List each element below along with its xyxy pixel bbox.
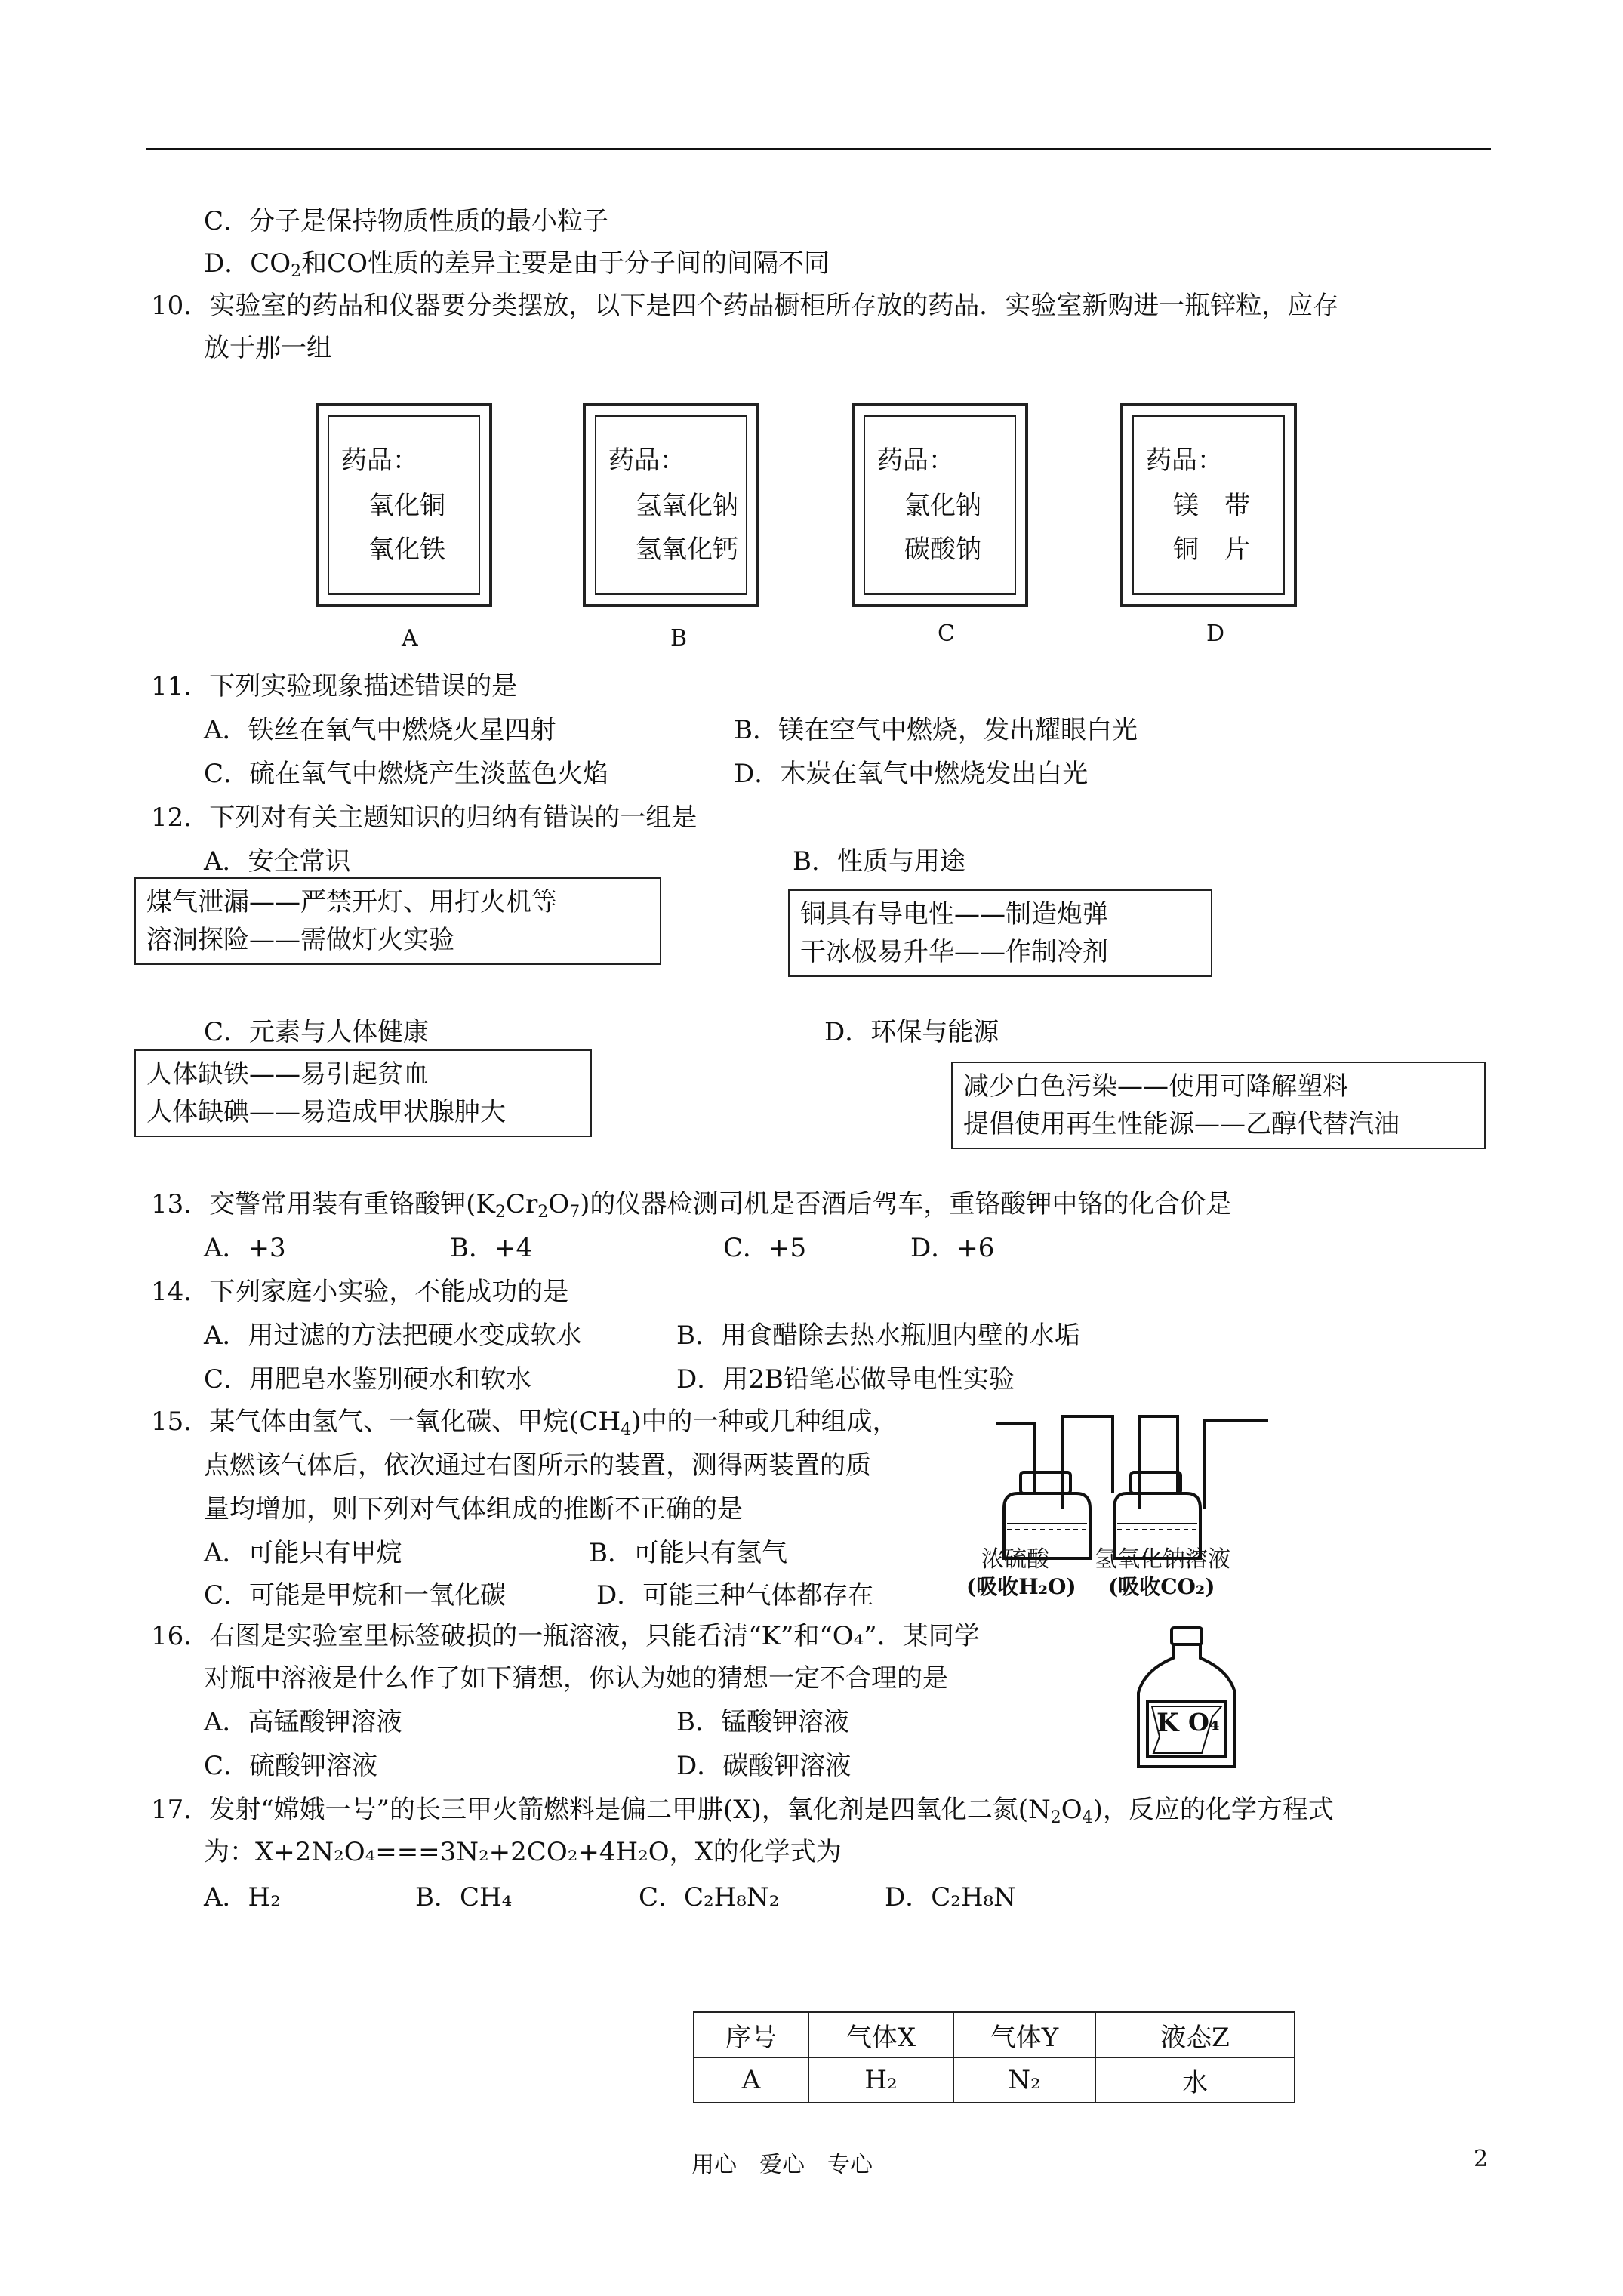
q14-option-a: A．用过滤的方法把硬水变成软水 <box>204 1321 582 1351</box>
cabinet-a: 药品： 氧化铜 氧化铁 <box>316 403 492 607</box>
fig-left-caption-1: 浓硫酸 <box>981 1546 1049 1573</box>
q13-option-c: C．+5 <box>723 1233 807 1263</box>
q15-stem-line2: 点燃该气体后，依次通过右图所示的装置，测得两装置的质 <box>204 1450 871 1481</box>
q17-option-b: B．CH₄ <box>415 1882 513 1912</box>
q12-c-title: C．元素与人体健康 <box>204 1017 430 1047</box>
footer-motto: 用心 爱心 专心 <box>691 2152 873 2178</box>
q16-option-d: D．碳酸钾溶液 <box>676 1751 852 1781</box>
q11-stem: 11．下列实验现象描述错误的是 <box>151 671 518 701</box>
bottle-label-o4: O₄ <box>1188 1708 1220 1737</box>
cabinet-d-label: D <box>1206 621 1225 647</box>
q14-option-c: C．用肥皂水鉴别硬水和软水 <box>204 1364 532 1395</box>
q16-option-c: C．硫酸钾溶液 <box>204 1751 378 1781</box>
table-cell: 水 <box>1095 2057 1295 2103</box>
q16-option-a: A．高锰酸钾溶液 <box>204 1707 402 1737</box>
q9-option-d: D．$CO_2$和CO性质的差异主要是由于分子间的间隔不同 <box>204 248 830 281</box>
q15-option-a: A．可能只有甲烷 <box>204 1538 402 1568</box>
cabinet-c: 药品： 氯化钠 碳酸钠 <box>852 403 1028 607</box>
q17-option-a: A．H₂ <box>204 1882 281 1912</box>
q11-option-b: B．镁在空气中燃烧，发出耀眼白光 <box>734 715 1138 745</box>
q16-stem-line2: 对瓶中溶液是什么作了如下猜想，你认为她的猜想一定不合理的是 <box>204 1663 948 1693</box>
q17-option-c: C．C₂H₈N₂ <box>639 1882 780 1912</box>
cabinet-a-label: A <box>402 625 418 652</box>
cabinet-b-label: B <box>670 625 688 652</box>
q10-stem-line2: 放于那一组 <box>204 333 332 363</box>
cabinet-b: 药品： 氢氧化钠 氢氧化钙 <box>583 403 759 607</box>
q13-option-d: D．+6 <box>910 1233 995 1263</box>
table-header: 气体Y <box>953 2012 1095 2057</box>
fig-right-caption-1: 氢氧化钠溶液 <box>1095 1546 1230 1573</box>
cabinet-c-label: C <box>938 621 955 647</box>
q14-option-b: B．用食醋除去热水瓶胆内壁的水垢 <box>676 1321 1080 1351</box>
header-rule <box>146 148 1491 150</box>
q13-stem: 13．交警常用装有重铬酸钾$(K_2Cr_2O_7)$的仪器检测司机是否酒后驾车，重铬酸钾中铬的化合价是 <box>151 1189 1232 1222</box>
table-header: 液态Z <box>1095 2012 1295 2057</box>
q11-option-d: D．木炭在氧气中燃烧发出白光 <box>734 759 1089 789</box>
table-header-row <box>694 2012 1295 2057</box>
q15-stem-line3: 量均增加，则下列对气体组成的推断不正确的是 <box>204 1494 743 1524</box>
q15-option-b: B．可能只有氢气 <box>589 1538 787 1568</box>
q16-stem-line1: 16．右图是实验室里标签破损的一瓶溶液，只能看清“K”和“O₄”．某同学 <box>151 1621 980 1651</box>
q9-option-c: C．分子是保持物质性质的最小粒子 <box>204 206 609 236</box>
q12-d-title: D．环保与能源 <box>824 1017 999 1047</box>
fig-left-caption-2: (吸收H₂O) <box>966 1574 1076 1599</box>
table-cell: A <box>694 2057 808 2103</box>
table-header: 气体X <box>808 2012 953 2057</box>
gas-table <box>693 2011 1295 2103</box>
q12-a-title: A．安全常识 <box>204 846 351 877</box>
q16-option-b: B．锰酸钾溶液 <box>676 1707 849 1737</box>
q12-c-box: 人体缺铁——易引起贫血 人体缺碘——易造成甲状腺肿大 <box>134 1049 592 1137</box>
table-row <box>694 2057 1295 2103</box>
q17-stem-line1: 17．发射“嫦娥一号”的长三甲火箭燃料是偏二甲肼(X)，氧化剂是四氧化二氮$(N_2O_4)$，反应的化学方程式 <box>151 1795 1334 1827</box>
q12-stem: 12．下列对有关主题知识的归纳有错误的一组是 <box>151 803 698 833</box>
gas-washing-bottles-figure <box>996 1410 1268 1561</box>
cabinet-d: 药品： 镁 带 铜 片 <box>1120 403 1297 607</box>
page-number: 2 <box>1474 2146 1489 2172</box>
q14-stem: 14．下列家庭小实验，不能成功的是 <box>151 1277 569 1307</box>
q13-option-a: A．+3 <box>204 1233 286 1263</box>
q12-d-box: 减少白色污染——使用可降解塑料 提倡使用再生性能源——乙醇代替汽油 <box>951 1062 1486 1149</box>
q12-b-title: B．性质与用途 <box>793 846 965 877</box>
table-cell: H₂ <box>808 2057 953 2103</box>
q11-option-c: C．硫在氧气中燃烧产生淡蓝色火焰 <box>204 759 609 789</box>
q12-a-box: 煤气泄漏——严禁开灯、用打火机等 溶洞探险——需做灯火实验 <box>134 877 661 965</box>
q11-option-a: A．铁丝在氧气中燃烧火星四射 <box>204 715 556 745</box>
q15-option-d: D．可能三种气体都存在 <box>596 1580 874 1610</box>
q12-b-box: 铜具有导电性——制造炮弹 干冰极易升华——作制冷剂 <box>788 889 1212 977</box>
table-cell: N₂ <box>953 2057 1095 2103</box>
q10-stem-line1: 10．实验室的药品和仪器要分类摆放，以下是四个药品橱柜所存放的药品．实验室新购进一瓶锌粒，应存 <box>151 291 1339 321</box>
fig-right-caption-2: (吸收CO₂) <box>1108 1574 1215 1599</box>
bottle-label-k: K <box>1156 1708 1179 1738</box>
q17-stem-line2: 为：X+2N₂O₄===3N₂+2CO₂+4H₂O，X的化学式为 <box>204 1837 842 1867</box>
q15-option-c: C．可能是甲烷和一氧化碳 <box>204 1580 507 1610</box>
table-header: 序号 <box>694 2012 808 2057</box>
q14-option-d: D．用2B铅笔芯做导电性实验 <box>676 1364 1015 1395</box>
q13-option-b: B．+4 <box>450 1233 533 1263</box>
q17-option-d: D．C₂H₈N <box>885 1882 1016 1912</box>
q15-stem-line1: 15．某气体由氢气、一氧化碳、甲烷$(CH_4)$中的一种或几种组成， <box>151 1407 898 1439</box>
reagent-bottle-figure <box>1129 1623 1243 1774</box>
